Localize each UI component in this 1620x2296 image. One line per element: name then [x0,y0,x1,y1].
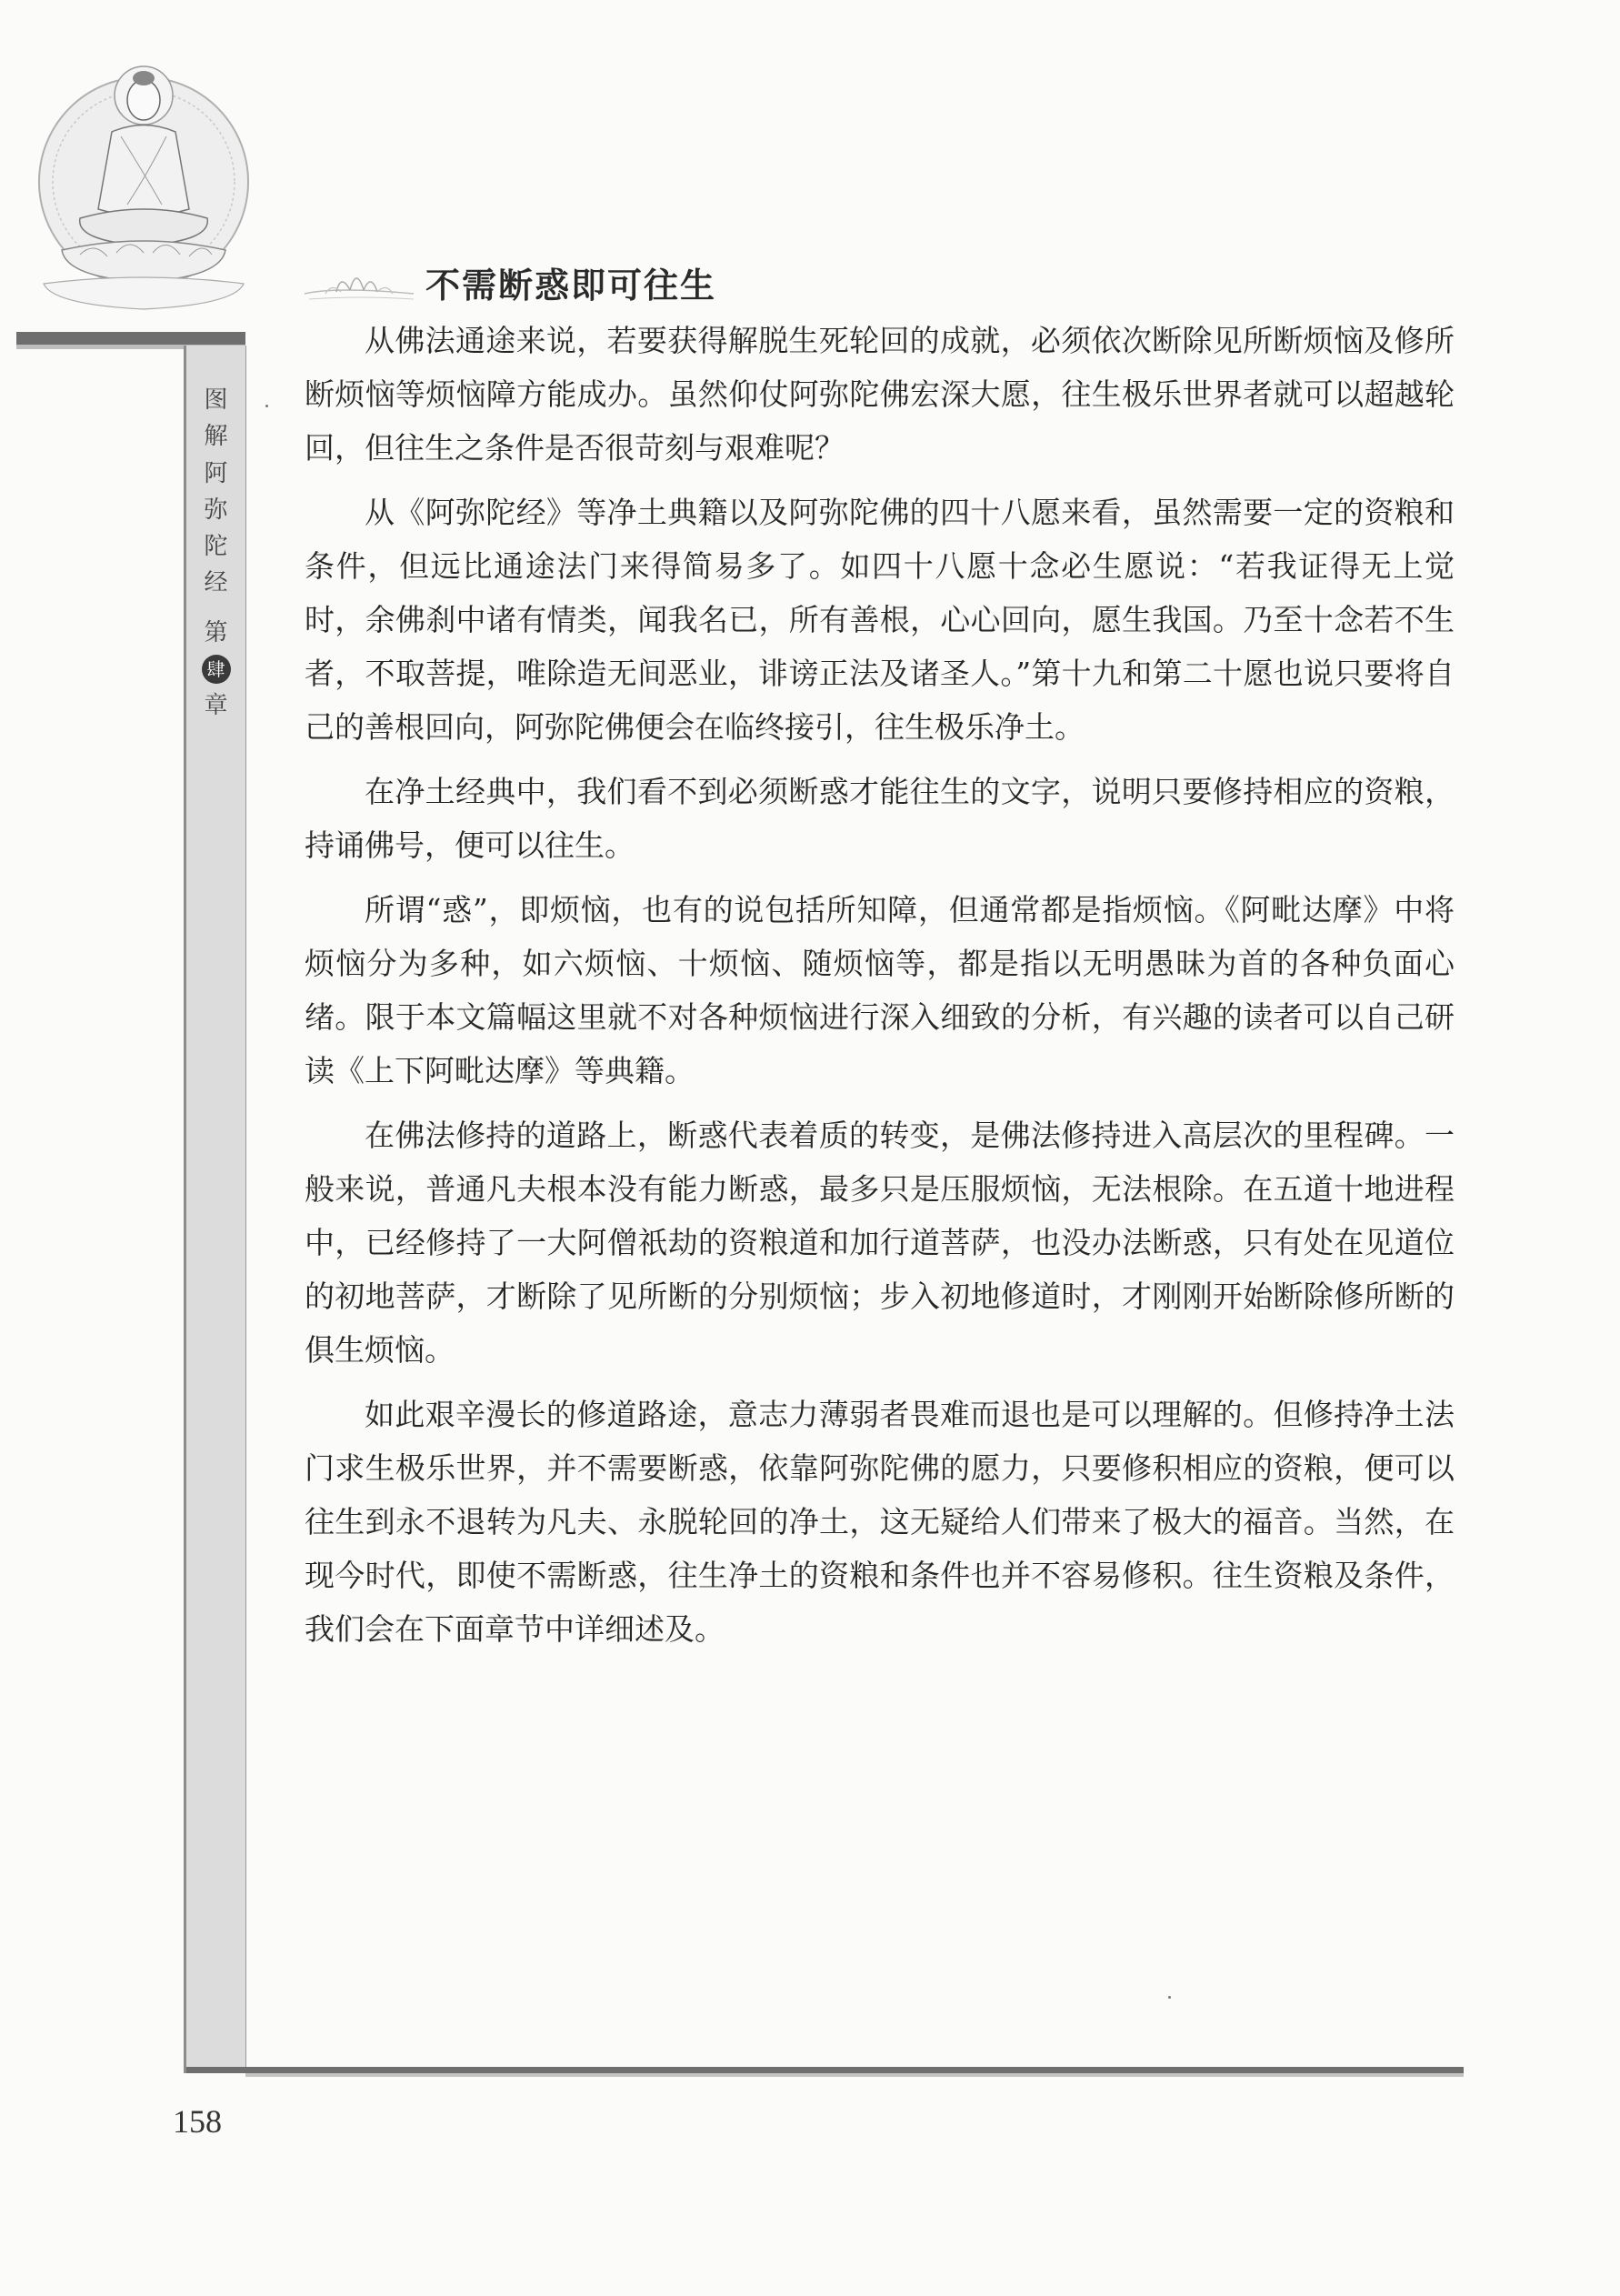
sidebar-book-title [186,382,245,724]
sidebar-title-char: 弥 [204,496,228,524]
page-number: 158 [173,2103,222,2140]
footer-rule-shadow [245,2073,1464,2077]
buddha-illustration [25,45,262,318]
section-heading-block [300,255,716,309]
chapter-number-badge: 肆 [202,655,231,684]
lotus-ornament-icon [300,259,418,305]
sidebar-title-char: 图 [204,386,228,414]
sidebar-title-char: 阿 [204,459,228,487]
section-heading: 不需断惑即可往生 [425,265,717,306]
paragraph: 从佛法通途来说，若要获得解脱生死轮回的成就，必须依次断除见所断烦恼及修所断烦恼等烦恼障方能成办。虽然仰仗阿弥陀佛宏深大愿，往生极乐世界者就可以超越轮回，但往生之条件是否很苛刻与艰难呢？ [305,323,1455,466]
paragraph: 从《阿弥陀经》等净土典籍以及阿弥陀佛的四十八愿来看，虽然需要一定的资粮和条件，但远比通途法门来得简易多了。如四十八愿十念必生愿说：“若我证得无上觉时，余佛刹中诸有情类，闻我名已，所有善根，心心回向，愿生我国。乃至十念若不生者，不取菩提，唯除造无间恶业，诽谤正法及诸圣人。”第十九和第二十愿也说只要将自己的善根回向，阿弥陀佛便会在临终接引，往生极乐净土。 [305,495,1455,745]
scan-speck [265,405,268,407]
scan-speck [1168,1996,1171,1999]
sidebar-top-bar [16,332,245,345]
chapter-suffix: 章 [204,692,228,720]
body-text [305,314,1455,1667]
sidebar-title-char: 经 [204,569,228,597]
paragraph: 所谓“惑”，即烦恼，也有的说包括所知障，但通常都是指烦恼。《阿毗达摩》中将烦恼分为多种，如六烦恼、十烦恼、随烦恼等，都是指以无明愚昧为首的各种负面心绪。限于本文篇幅这里就不对各种烦恼进行深入细致的分析，有兴趣的读者可以自己研读《上下阿毗达摩》等典籍。 [305,892,1455,1088]
paragraph: 在净土经典中，我们看不到必须断惑才能往生的文字，说明只要修持相应的资粮，持诵佛号，便可以往生。 [305,774,1455,863]
paragraph: 如此艰辛漫长的修道路途，意志力薄弱者畏难而退也是可以理解的。但修持净土法门求生极乐世界，并不需要断惑，依靠阿弥陀佛的愿力，只要修积相应的资粮，便可以往生到永不退转为凡夫、永脱轮回的净土，这无疑给人们带来了极大的福音。当然，在现今时代，即使不需断惑，往生净土的资粮和条件也并不容易修积。往生资粮及条件，我们会在下面章节中详细述及。 [305,1397,1455,1647]
paragraph: 在佛法修持的道路上，断惑代表着质的转变，是佛法修持进入高层次的里程碑。一般来说，普通凡夫根本没有能力断惑，最多只是压服烦恼，无法根除。在五道十地进程中，已经修持了一大阿僧祇劫的资粮道和加行道菩萨，也没办法断惑，只有处在见道位的初地菩萨，才断除了见所断的分别烦恼；步入初地修道时，才刚刚开始断除修所断的俱生烦恼。 [305,1118,1455,1368]
footer-rule [186,2067,1464,2073]
sidebar-title-char: 解 [204,423,228,451]
chapter-prefix: 第 [204,618,228,647]
sidebar-title-char: 陀 [204,533,228,561]
